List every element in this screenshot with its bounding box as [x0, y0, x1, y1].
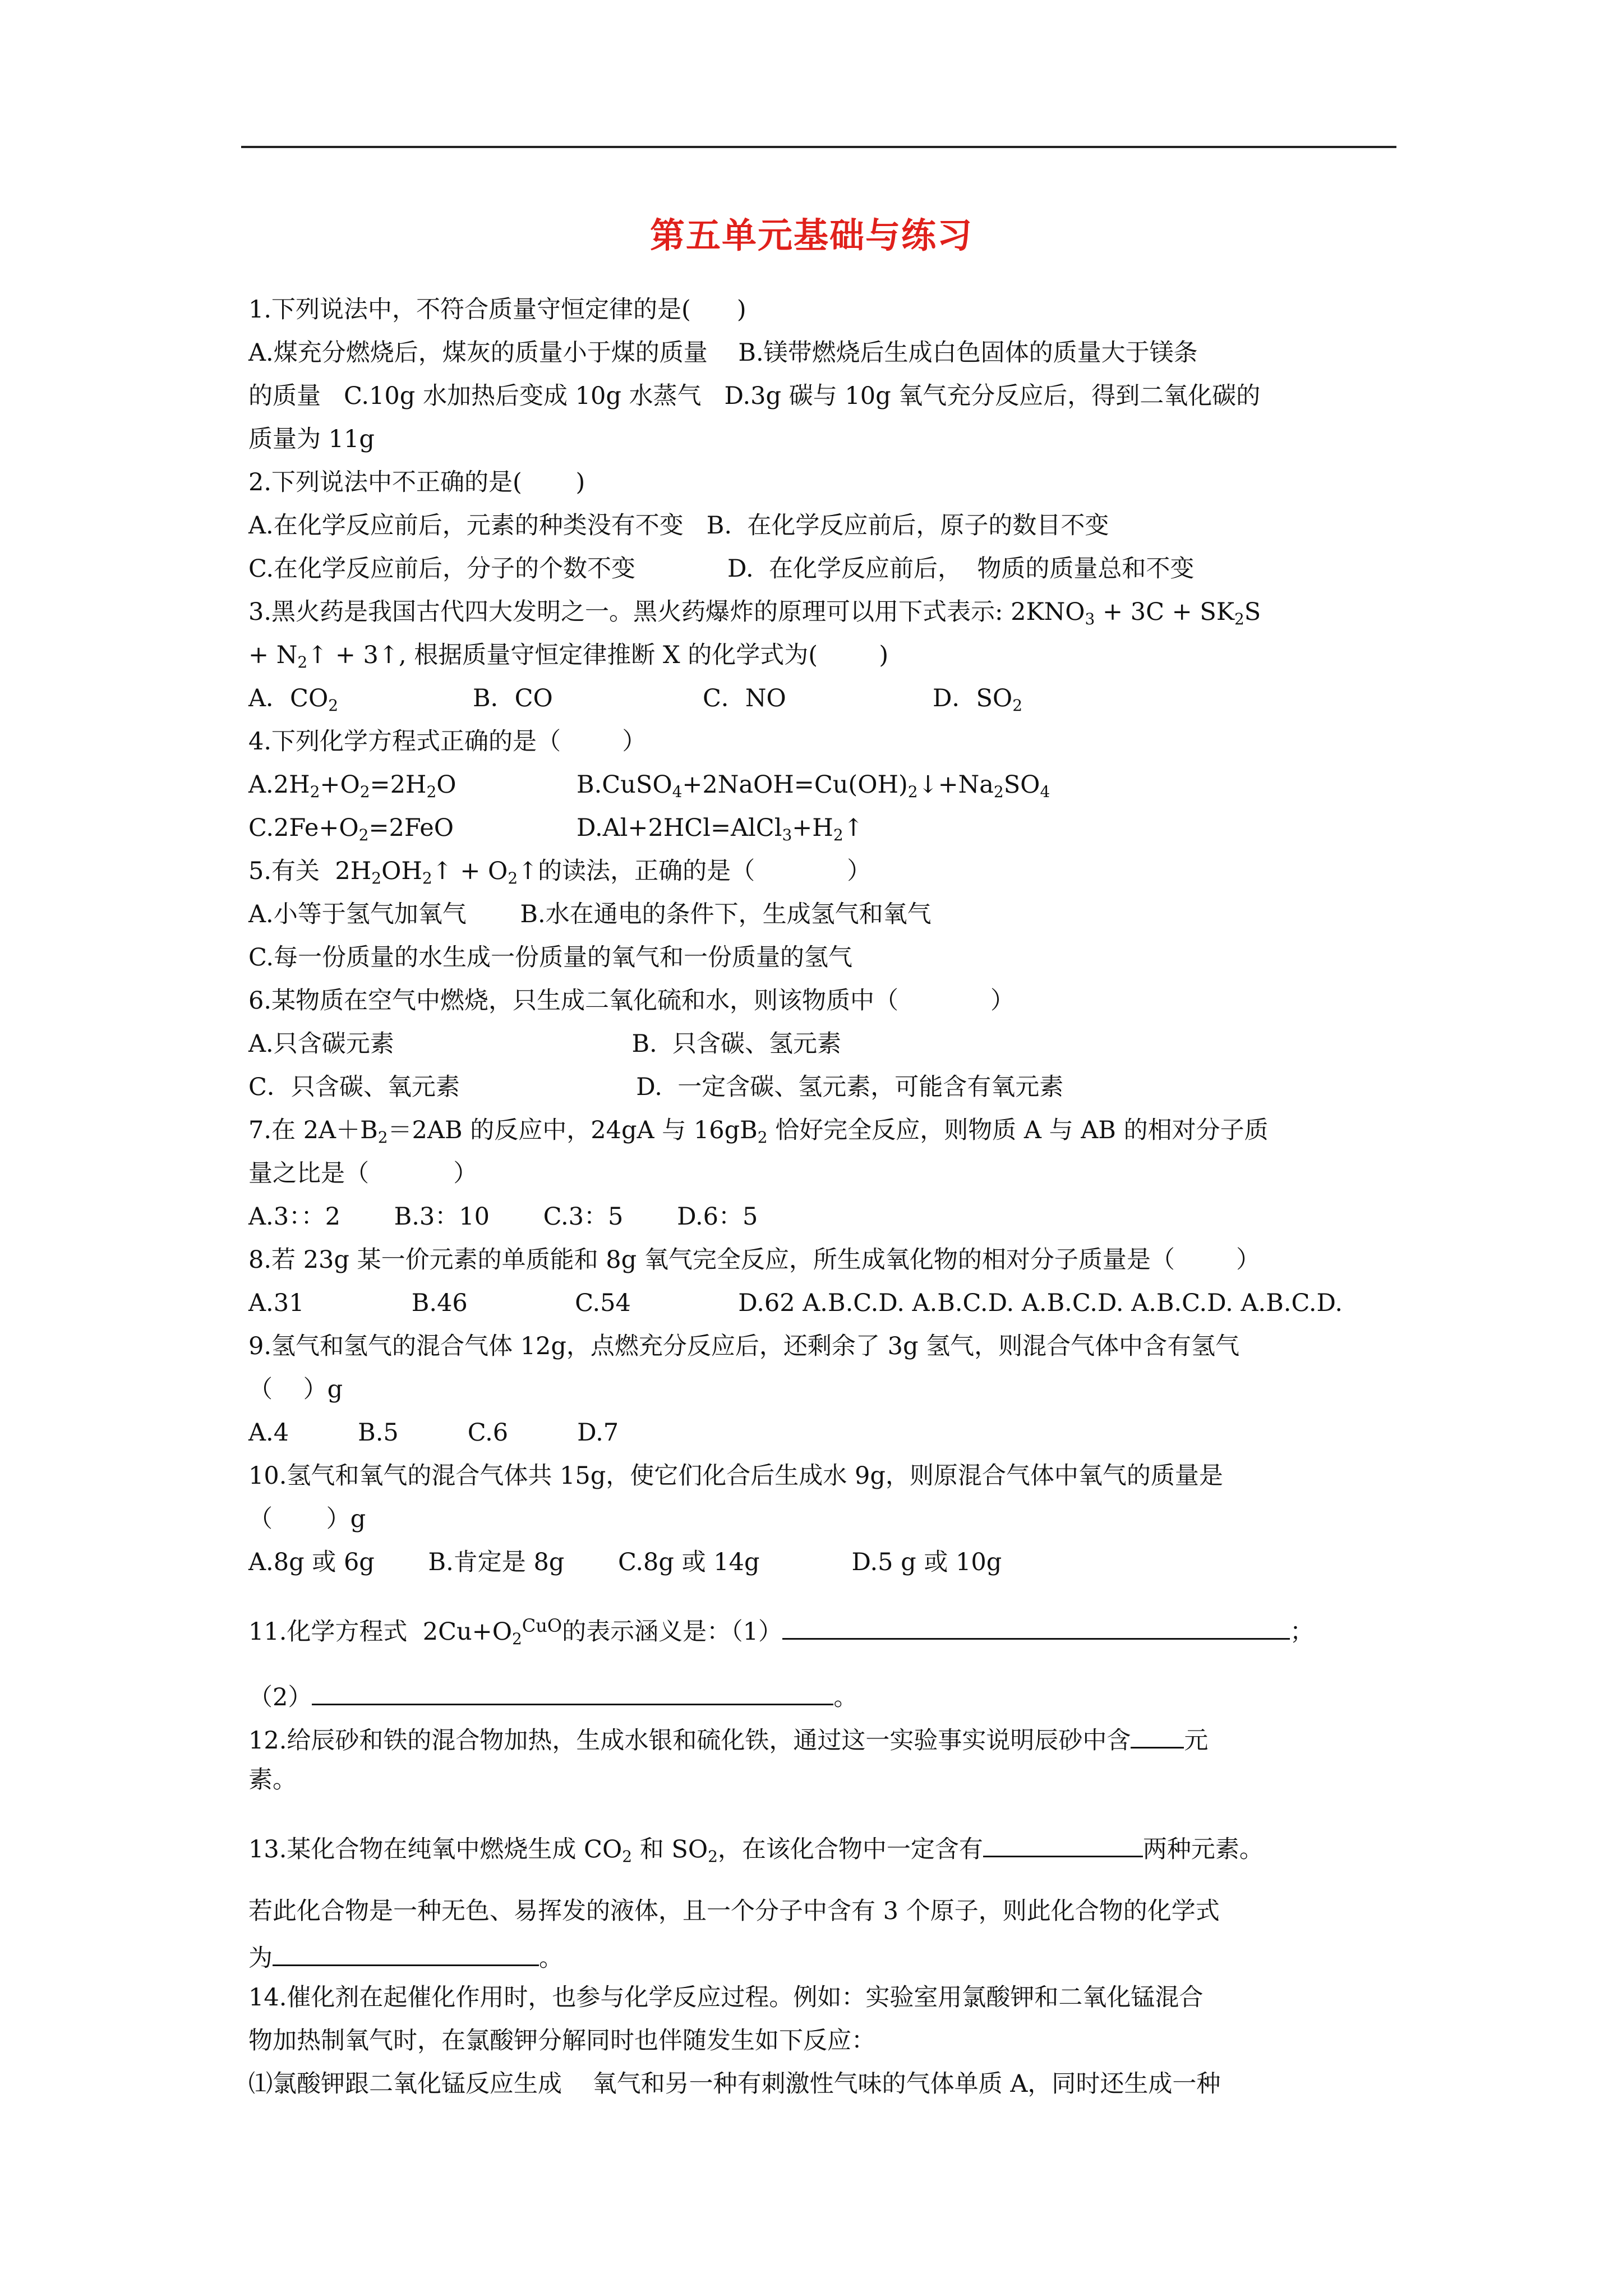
question-5-options-ab: A.小等于氢气加氧气 B.水在通电的条件下，生成氢气和氧气	[248, 900, 932, 928]
answer-blank[interactable]	[312, 1672, 833, 1705]
header-rule	[241, 146, 1396, 148]
option-a: $A.2H_2+O_2=2H_2O$	[248, 771, 457, 801]
question-3-continued: + $N_2↑$ + 3↑, 根据质量守恒定律推断 X 的化学式为( )	[248, 641, 889, 671]
answer-blank[interactable]	[983, 1824, 1143, 1857]
question-8: 8.若 23g 某一价元素的单质能和 8g 氧气完全反应，所生成氧化物的相对分子质量是（ ）	[248, 1246, 1261, 1274]
question-7-continued: 量之比是（ ）	[248, 1159, 478, 1188]
question-8-options: A.31 B.46 C.54 D.62 A.B.C.D. A.B.C.D. A.B.C.D. A.B.C.D. A.B.C.D.	[248, 1289, 1343, 1317]
question-5: 5.有关 $2H_2OH_2↑$ + $O_2↑$的读法，正确的是（ ）	[248, 857, 872, 887]
question-1-option-line: 的质量 C.10g 水加热后变成 10g 水蒸气 D.3g 碳与 10g 氧气充分反应后，得到二氧化碳的	[248, 382, 1261, 410]
question-2-option-line: C.在化学反应前后，分子的个数不变 D. 在化学反应前后， 物质的质量总和不变	[248, 555, 1195, 583]
question-1: 1.下列说法中，不符合质量守恒定律的是( )	[248, 296, 746, 324]
answer-blank[interactable]	[273, 1933, 539, 1966]
option-b: $B.CuSO_4+2NaOH=Cu(OH)_2↓+Na_2SO_4$	[577, 771, 1050, 801]
option-c: $C.2Fe+O_2=2FeO$	[248, 814, 454, 844]
question-1-option-line: 质量为 11g	[248, 425, 375, 453]
question-9: 9.氢气和氢气的混合气体 12g，点燃充分反应后，还剩余了 3g 氢气，则混合气体中含有氢气	[248, 1332, 1240, 1360]
question-13-continued: 若此化合物是一种无色、易挥发的液体，且一个分子中含有 3 个原子，则此化合物的化学式	[248, 1897, 1220, 1925]
question-6-options-cd: C．只含碳、氧元素 D. 一定含碳、氢元素，可能含有氧元素	[248, 1073, 1064, 1101]
question-6-options-ab: A.只含碳元素 B. 只含碳、氢元素	[248, 1030, 842, 1058]
option-b: B．CO	[473, 684, 553, 712]
option-d: D．$SO_2$	[933, 684, 1023, 715]
question-11: 11.化学方程式 $2Cu+O_2^{CuO}$的表示涵义是：（1） ；	[248, 1607, 1395, 1650]
question-9-continued: （ ）g	[248, 1375, 343, 1404]
question-3-options	[248, 677, 1395, 720]
question-12-continued: 素。	[248, 1766, 297, 1794]
option-d: $D.Al+2HCl=AlCl_3+H_2↑$	[577, 814, 864, 844]
question-5-option-c: C.每一份质量的水生成一份质量的氧气和一份质量的氢气	[248, 944, 853, 972]
question-13-answer: 为 。	[248, 1933, 1395, 1976]
question-14-continued: 物加热制氧气时，在氯酸钾分解同时也伴随发生如下反应：	[248, 2027, 875, 2055]
question-4-options-cd	[248, 807, 1395, 850]
question-9-options: A.4 B.5 C.6 D.7	[248, 1419, 619, 1447]
question-7: 7.在 $2A+B_2=2AB$ 的反应中，24gA 与 $16gB_2$ 恰好完全反应，则物质 A 与 AB 的相对分子质	[248, 1116, 1269, 1147]
question-4: 4.下列化学方程式正确的是（ ）	[248, 728, 647, 756]
question-10-options: A.8g 或 6g B.肯定是 8g C.8g 或 14g D.5 g 或 10g	[248, 1548, 1002, 1576]
question-1-option-line: A.煤充分燃烧后，煤灰的质量小于煤的质量 B.镁带燃烧后生成白色固体的质量大于镁条	[248, 339, 1198, 367]
option-a: A．$CO_2$	[248, 684, 339, 715]
question-11-part-2: （2） 。	[248, 1672, 1395, 1715]
question-6: 6.某物质在空气中燃烧，只生成二氧化硫和水，则该物质中（ ）	[248, 987, 1015, 1015]
page-title: 第五单元基础与练习	[649, 215, 973, 256]
question-10-continued: （ ）g	[248, 1505, 366, 1533]
answer-blank[interactable]	[1131, 1715, 1184, 1749]
question-12: 12.给辰砂和铁的混合物加热，生成水银和硫化铁，通过这一实验事实说明辰砂中含 元	[248, 1715, 1395, 1759]
question-3: 3.黑火药是我国古代四大发明之一。黑火药爆炸的原理可以用下式表示: $2KNO_3 + 3C + SK_2S$	[248, 598, 1261, 628]
option-c: C．NO	[703, 684, 786, 712]
question-2-option-line: A.在化学反应前后，元素的种类没有不变 B. 在化学反应前后，原子的数目不变	[248, 512, 1109, 540]
answer-blank[interactable]	[782, 1607, 1290, 1640]
question-2: 2.下列说法中不正确的是( )	[248, 468, 585, 496]
question-list	[248, 288, 1395, 2106]
question-13: 13.某化合物在纯氧中燃烧生成 $CO_2$ 和 $SO_2$，在该化合物中一定含有 两种元素。	[248, 1824, 1395, 1867]
question-14-step-1: ⑴氯酸钾跟二氧化锰反应生成 氧气和另一种有刺激性气味的气体单质 A，同时还生成一种	[248, 2070, 1221, 2098]
question-10: 10.氢气和氧气的混合气体共 15g，使它们化合后生成水 9g，则原混合气体中氧气的质量是	[248, 1462, 1223, 1490]
question-4-options-ab	[248, 763, 1395, 807]
question-7-options: A.3：：2 B.3：10 C.3：5 D.6：5	[248, 1203, 758, 1231]
question-14: 14.催化剂在起催化作用时，也参与化学反应过程。例如：实验室用氯酸钾和二氧化锰混合	[248, 1984, 1204, 2012]
